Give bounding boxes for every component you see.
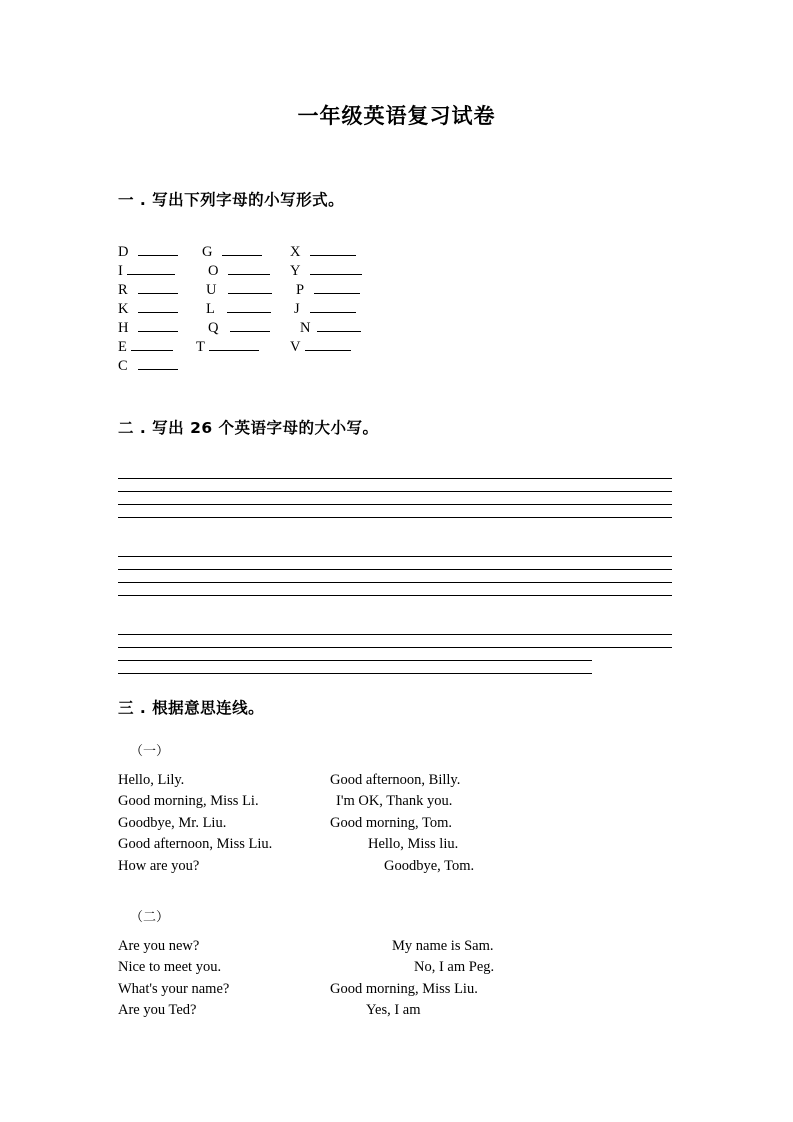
writing-rule-group: [118, 466, 678, 518]
matching-left-item[interactable]: Good afternoon, Miss Liu.: [118, 836, 273, 853]
letter-blank-item: [118, 357, 178, 375]
uppercase-letter: R: [118, 282, 128, 298]
uppercase-letter: P: [296, 282, 305, 298]
matching-left-item[interactable]: Goodbye, Mr. Liu.: [118, 814, 227, 831]
matching-left-item[interactable]: Are you new?: [118, 938, 200, 954]
matching-row: [118, 1002, 678, 1023]
uppercase-letter: O: [208, 263, 219, 279]
uppercase-letter: C: [118, 358, 128, 374]
answer-blank[interactable]: [138, 357, 178, 370]
page-title: 一年级英语复习试卷: [297, 104, 496, 128]
letter-blank-item: [208, 319, 270, 337]
answer-blank[interactable]: [310, 262, 362, 275]
letter-blank-row: [118, 243, 418, 262]
matching-group-label-2: （二）: [130, 910, 170, 925]
writing-rule-group: [118, 622, 678, 674]
writing-rule-line[interactable]: [118, 622, 672, 635]
answer-blank[interactable]: [314, 281, 360, 294]
writing-rule-line[interactable]: [118, 661, 592, 674]
matching-right-item[interactable]: Good afternoon, Billy.: [330, 772, 461, 788]
writing-rule-line[interactable]: [118, 635, 672, 648]
answer-blank[interactable]: [131, 338, 173, 351]
matching-right-item[interactable]: Good morning, Miss Liu.: [330, 980, 478, 997]
matching-left-item[interactable]: Hello, Lily.: [118, 772, 185, 788]
matching-group-2: [118, 938, 678, 1024]
section-heading-3: 三 . 根据意思连线。: [118, 699, 265, 717]
matching-row: [118, 959, 678, 980]
answer-blank[interactable]: [127, 262, 175, 275]
letter-blank-row: [118, 319, 418, 338]
uppercase-letter: H: [118, 320, 129, 336]
letter-blank-item: [206, 281, 272, 299]
uppercase-letter: I: [118, 263, 123, 279]
answer-blank[interactable]: [138, 281, 178, 294]
matching-row: [118, 836, 678, 857]
letter-blank-item: [118, 262, 175, 280]
writing-rule-line[interactable]: [118, 648, 592, 661]
matching-row: [118, 772, 678, 793]
letter-blank-item: [196, 338, 259, 356]
answer-blank[interactable]: [230, 319, 270, 332]
letter-blank-item: [208, 262, 270, 280]
uppercase-letter: E: [118, 339, 127, 355]
matching-row: [118, 938, 678, 959]
uppercase-letter: N: [300, 320, 311, 336]
letter-blank-item: [118, 300, 178, 318]
matching-left-item[interactable]: How are you?: [118, 857, 200, 874]
matching-left-item[interactable]: Good morning, Miss Li.: [118, 793, 259, 810]
letter-blank-row: [118, 262, 418, 281]
matching-row: [118, 858, 678, 879]
uppercase-letter: L: [206, 301, 215, 317]
letter-blank-item: [290, 338, 351, 356]
letter-blank-item: [202, 243, 262, 261]
writing-rule-line[interactable]: [118, 544, 672, 557]
uppercase-letter: Y: [290, 263, 301, 279]
answer-blank[interactable]: [228, 262, 270, 275]
matching-group-1: [118, 772, 678, 879]
matching-right-item[interactable]: My name is Sam.: [392, 938, 494, 954]
writing-rule-line[interactable]: [118, 570, 672, 583]
letter-blank-item: [118, 338, 173, 356]
matching-left-item[interactable]: What's your name?: [118, 980, 230, 997]
matching-left-item[interactable]: Are you Ted?: [118, 1002, 197, 1019]
answer-blank[interactable]: [310, 300, 356, 313]
section-heading-1: 一 . 写出下列字母的小写形式。: [118, 191, 345, 209]
letter-blank-item: [118, 243, 178, 261]
writing-rule-line[interactable]: [118, 466, 672, 479]
section-heading-2: 二 . 写出 26 个英语字母的大小写。: [118, 419, 379, 437]
letter-blank-item: [300, 319, 361, 337]
writing-rule-line[interactable]: [118, 479, 672, 492]
answer-blank[interactable]: [209, 338, 259, 351]
uppercase-letter: V: [290, 339, 301, 355]
writing-rule-line[interactable]: [118, 583, 672, 596]
matching-left-item[interactable]: Nice to meet you.: [118, 959, 222, 976]
writing-rules-area: [118, 466, 678, 700]
answer-blank[interactable]: [228, 281, 272, 294]
uppercase-letter: T: [196, 339, 205, 355]
matching-row: [118, 815, 678, 836]
answer-blank[interactable]: [310, 243, 356, 256]
matching-right-item[interactable]: Good morning, Tom.: [330, 814, 452, 831]
answer-blank[interactable]: [138, 300, 178, 313]
answer-blank[interactable]: [222, 243, 262, 256]
matching-right-item[interactable]: Yes, I am: [366, 1002, 421, 1019]
matching-group-label-1: （一）: [130, 744, 170, 759]
uppercase-letter: K: [118, 301, 129, 317]
matching-right-item[interactable]: No, I am Peg.: [414, 959, 495, 976]
answer-blank[interactable]: [138, 319, 178, 332]
letter-blank-item: [294, 300, 356, 318]
letter-blank-row: [118, 338, 418, 357]
letter-blank-item: [290, 243, 356, 261]
writing-rule-group: [118, 544, 678, 596]
answer-blank[interactable]: [317, 319, 361, 332]
matching-row: [118, 793, 678, 814]
writing-rule-line[interactable]: [118, 492, 672, 505]
matching-row: [118, 981, 678, 1002]
letter-blank-row: [118, 300, 418, 319]
letter-blank-item: [118, 319, 178, 337]
letter-blank-item: [206, 300, 271, 318]
letter-blank-item: [118, 281, 178, 299]
matching-right-item[interactable]: Goodbye, Tom.: [384, 857, 475, 874]
matching-right-item[interactable]: Hello, Miss liu.: [368, 836, 459, 853]
uppercase-letter: D: [118, 244, 129, 260]
letter-blank-item: [290, 262, 362, 280]
writing-rule-line[interactable]: [118, 505, 672, 518]
uppercase-letter: G: [202, 244, 213, 260]
letter-blank-row: [118, 281, 418, 300]
letter-blank-item: [296, 281, 360, 299]
letter-blank-grid: [118, 243, 418, 376]
uppercase-letter: Q: [208, 320, 219, 336]
letter-blank-row: [118, 357, 418, 376]
answer-blank[interactable]: [305, 338, 351, 351]
uppercase-letter: U: [206, 282, 217, 298]
uppercase-letter: X: [290, 244, 301, 260]
answer-blank[interactable]: [138, 243, 178, 256]
answer-blank[interactable]: [227, 300, 271, 313]
uppercase-letter: J: [294, 301, 300, 317]
writing-rule-line[interactable]: [118, 557, 672, 570]
matching-right-item[interactable]: I'm OK, Thank you.: [336, 793, 453, 810]
